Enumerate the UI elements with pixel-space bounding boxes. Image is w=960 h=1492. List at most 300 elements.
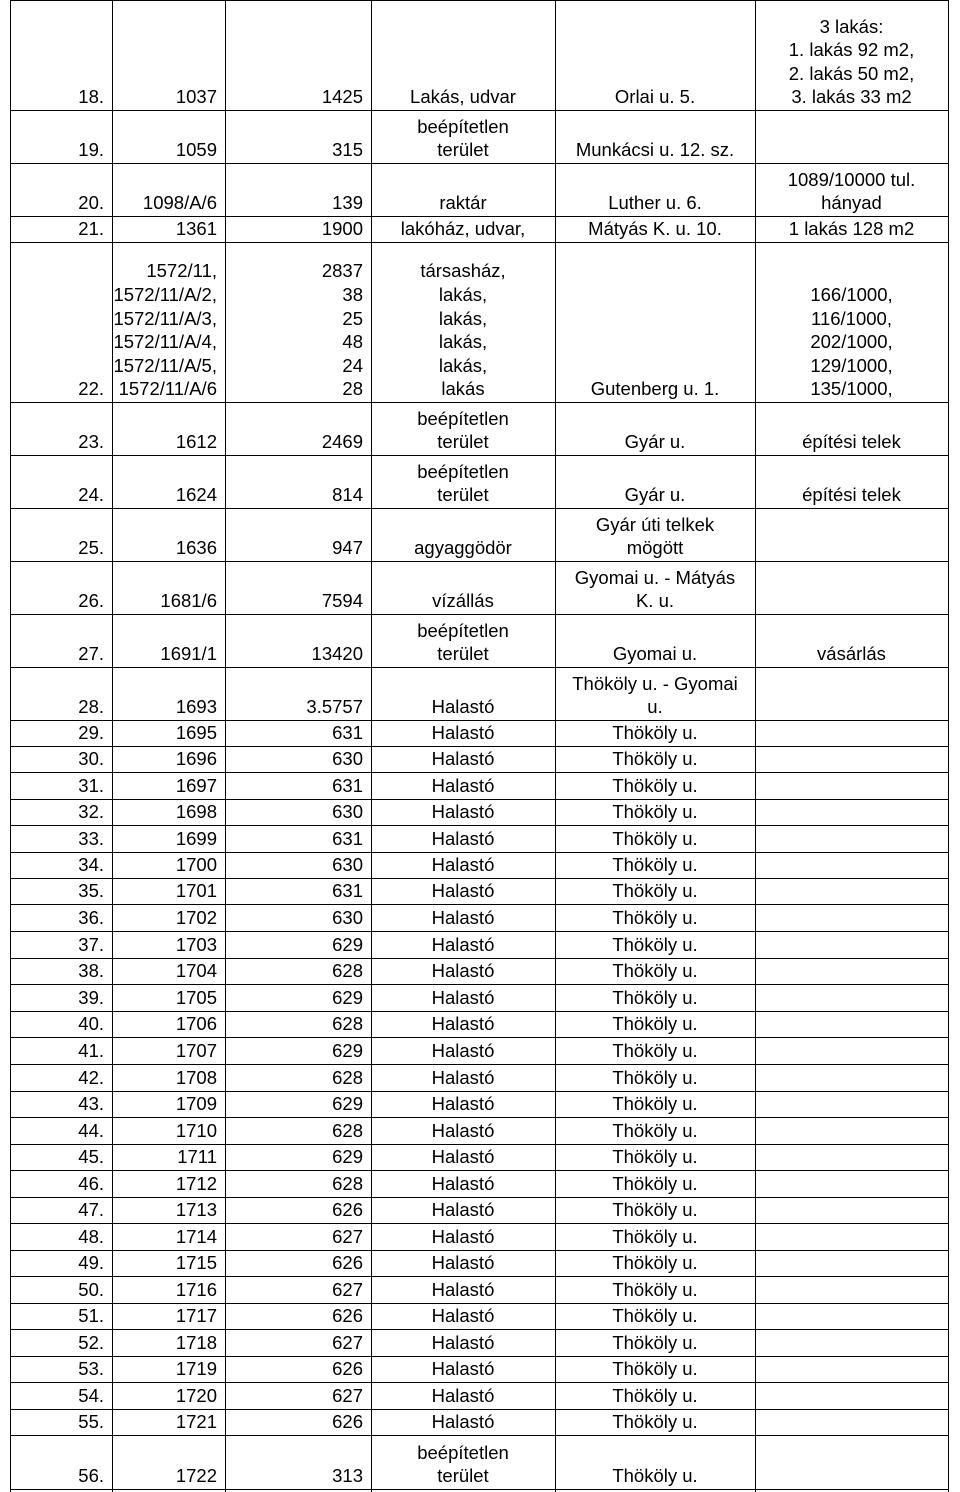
hrsz-text: 1721 [175, 1411, 217, 1433]
cell-no [10, 1303, 112, 1329]
cell-hrsz [112, 455, 225, 508]
area-text: 631 [332, 880, 363, 902]
address-text: Thököly u. [612, 880, 698, 902]
cell-no [10, 242, 112, 402]
cell-type [371, 931, 555, 958]
no-text: 27. [78, 643, 104, 665]
no-text: 24. [78, 484, 104, 506]
area-text: 628 [332, 1013, 363, 1035]
cell-area [225, 1223, 371, 1250]
type-text: Halastó [431, 775, 495, 797]
type-text: beépítetlen terület [417, 619, 509, 665]
type-text: Halastó [431, 801, 495, 823]
hrsz-text: 1707 [175, 1040, 217, 1062]
address-text: Thököly u. [612, 1465, 698, 1487]
cell-no [10, 110, 112, 163]
cell-area [225, 958, 371, 984]
cell-type [371, 614, 555, 667]
no-text: 51. [78, 1305, 104, 1327]
address-text: Gyomai u. [612, 643, 698, 665]
cell-area [225, 1170, 371, 1197]
cell-hrsz [112, 931, 225, 958]
area-text: 631 [332, 828, 363, 850]
address-text: Thököly u. [612, 828, 698, 850]
cell-address [555, 1382, 755, 1409]
cell-address [555, 110, 755, 163]
hrsz-text: 1700 [175, 854, 217, 876]
hrsz-text: 1699 [175, 828, 217, 850]
address-text: Thököly u. - Gyomai u. [572, 672, 738, 718]
no-text: 33. [78, 828, 104, 850]
hrsz-text: 1719 [175, 1358, 217, 1380]
area-text: 628 [332, 1067, 363, 1089]
hrsz-text: 1572/11, 1572/11/A/2, 1572/11/A/3, 1572/11/A/4, 1572/11/A/5, 1572/11/A/6 [113, 260, 217, 400]
cell-no [10, 904, 112, 931]
no-text: 40. [78, 1013, 104, 1035]
cell-note [755, 1435, 948, 1489]
hrsz-text: 1720 [175, 1385, 217, 1407]
cell-hrsz [112, 825, 225, 852]
cell-no [10, 1144, 112, 1170]
cell-area [225, 772, 371, 799]
hrsz-text: 1706 [175, 1013, 217, 1035]
no-text: 35. [78, 880, 104, 902]
address-text: Thököly u. [612, 934, 698, 956]
no-text: 42. [78, 1067, 104, 1089]
cell-hrsz [112, 720, 225, 746]
hrsz-text: 1705 [175, 987, 217, 1009]
area-text: 626 [332, 1252, 363, 1274]
cell-hrsz [112, 878, 225, 904]
hrsz-text: 1681/6 [160, 590, 217, 612]
cell-area [225, 0, 371, 110]
cell-no [10, 1117, 112, 1144]
no-text: 29. [78, 722, 104, 744]
type-text: lakóház, udvar, [400, 218, 526, 240]
cell-type [371, 0, 555, 110]
cell-type [371, 825, 555, 852]
cell-hrsz [112, 1435, 225, 1489]
address-text: Thököly u. [612, 987, 698, 1009]
cell-note [755, 110, 948, 163]
cell-no [10, 614, 112, 667]
cell-hrsz [112, 1144, 225, 1170]
cell-address [555, 1250, 755, 1276]
cell-note [755, 772, 948, 799]
no-text: 23. [78, 431, 104, 453]
cell-no [10, 1250, 112, 1276]
cell-address [555, 216, 755, 242]
hrsz-text: 1704 [175, 960, 217, 982]
cell-area [225, 1250, 371, 1276]
no-text: 56. [78, 1465, 104, 1487]
cell-hrsz [112, 1382, 225, 1409]
type-text: Halastó [431, 1199, 495, 1221]
cell-no [10, 799, 112, 825]
area-text: 3.5757 [306, 696, 363, 718]
hrsz-text: 1718 [175, 1332, 217, 1354]
cell-hrsz [112, 216, 225, 242]
cell-note [755, 984, 948, 1011]
cell-note [755, 931, 948, 958]
note-text: vásárlás [817, 643, 886, 665]
cell-no [10, 1382, 112, 1409]
cell-hrsz [112, 508, 225, 561]
cell-area [225, 614, 371, 667]
cell-type [371, 1197, 555, 1223]
note-text: 1089/10000 tul. hányad [787, 168, 916, 214]
cell-note [755, 1197, 948, 1223]
no-text: 50. [78, 1279, 104, 1301]
cell-address [555, 1223, 755, 1250]
hrsz-text: 1612 [175, 431, 217, 453]
area-text: 627 [332, 1226, 363, 1248]
cell-area [225, 1435, 371, 1489]
no-text: 47. [78, 1199, 104, 1221]
cell-note [755, 667, 948, 720]
cell-address [555, 1435, 755, 1489]
cell-note [755, 402, 948, 455]
cell-area [225, 1117, 371, 1144]
no-text: 48. [78, 1226, 104, 1248]
no-text: 39. [78, 987, 104, 1009]
cell-area [225, 1011, 371, 1037]
cell-no [10, 746, 112, 772]
cell-address [555, 1303, 755, 1329]
type-text: Halastó [431, 987, 495, 1009]
address-text: Orlai u. 5. [614, 86, 696, 108]
hrsz-text: 1361 [175, 218, 217, 240]
cell-hrsz [112, 0, 225, 110]
area-text: 1425 [321, 86, 363, 108]
cell-hrsz [112, 614, 225, 667]
address-text: Thököly u. [612, 1199, 698, 1221]
cell-no [10, 1037, 112, 1064]
cell-note [755, 216, 948, 242]
no-text: 26. [78, 590, 104, 612]
area-text: 13420 [311, 643, 363, 665]
type-text: Halastó [431, 854, 495, 876]
cell-no [10, 402, 112, 455]
cell-area [225, 931, 371, 958]
cell-type [371, 1037, 555, 1064]
area-text: 626 [332, 1411, 363, 1433]
hrsz-text: 1059 [175, 139, 217, 161]
address-text: Thököly u. [612, 1358, 698, 1380]
area-text: 628 [332, 1120, 363, 1142]
address-text: Thököly u. [612, 748, 698, 770]
cell-no [10, 984, 112, 1011]
cell-area [225, 878, 371, 904]
cell-note [755, 163, 948, 216]
cell-no [10, 1409, 112, 1435]
type-text: Halastó [431, 1093, 495, 1115]
address-text: Mátyás K. u. 10. [588, 218, 722, 240]
cell-note [755, 1011, 948, 1037]
cell-address [555, 561, 755, 614]
type-text: Lakás, udvar [410, 86, 516, 108]
cell-area [225, 1064, 371, 1091]
address-text: Thököly u. [612, 854, 698, 876]
cell-hrsz [112, 958, 225, 984]
type-text: Halastó [431, 907, 495, 929]
area-text: 627 [332, 1279, 363, 1301]
area-text: 630 [332, 748, 363, 770]
hrsz-text: 1698 [175, 801, 217, 823]
address-text: Gyomai u. - Mátyás K. u. [574, 566, 736, 612]
cell-no [10, 1223, 112, 1250]
cell-note [755, 1356, 948, 1382]
type-text: Halastó [431, 1120, 495, 1142]
area-text: 628 [332, 1173, 363, 1195]
cell-address [555, 878, 755, 904]
cell-area [225, 720, 371, 746]
type-text: Halastó [431, 1279, 495, 1301]
cell-hrsz [112, 852, 225, 878]
cell-note [755, 1329, 948, 1356]
area-text: 626 [332, 1358, 363, 1380]
area-text: 629 [332, 987, 363, 1009]
no-text: 41. [78, 1040, 104, 1062]
cell-area [225, 1197, 371, 1223]
cell-hrsz [112, 1037, 225, 1064]
cell-type [371, 110, 555, 163]
cell-hrsz [112, 242, 225, 402]
cell-hrsz [112, 772, 225, 799]
hrsz-text: 1691/1 [160, 643, 217, 665]
cell-no [10, 1091, 112, 1117]
hrsz-text: 1037 [175, 86, 217, 108]
hrsz-text: 1693 [175, 696, 217, 718]
type-text: társasház, lakás, lakás, lakás, lakás, lakás [420, 260, 506, 400]
cell-type [371, 216, 555, 242]
address-text: Thököly u. [612, 1252, 698, 1274]
cell-hrsz [112, 1117, 225, 1144]
type-text: raktár [439, 192, 487, 214]
type-text: beépítetlen terület [417, 460, 509, 506]
cell-no [10, 0, 112, 110]
cell-address [555, 667, 755, 720]
address-text: Gutenberg u. 1. [590, 378, 720, 400]
hrsz-text: 1712 [175, 1173, 217, 1195]
cell-area [225, 746, 371, 772]
address-text: Thököly u. [612, 1013, 698, 1035]
cell-area [225, 1037, 371, 1064]
cell-type [371, 746, 555, 772]
cell-no [10, 1197, 112, 1223]
cell-area [225, 825, 371, 852]
cell-type [371, 508, 555, 561]
cell-area [225, 242, 371, 402]
cell-no [10, 958, 112, 984]
cell-area [225, 163, 371, 216]
cell-type [371, 1223, 555, 1250]
cell-type [371, 1117, 555, 1144]
hrsz-text: 1696 [175, 748, 217, 770]
type-text: Halastó [431, 1385, 495, 1407]
cell-no [10, 455, 112, 508]
cell-hrsz [112, 561, 225, 614]
cell-address [555, 455, 755, 508]
cell-no [10, 1329, 112, 1356]
cell-area [225, 904, 371, 931]
cell-type [371, 1382, 555, 1409]
no-text: 30. [78, 748, 104, 770]
cell-no [10, 772, 112, 799]
cell-hrsz [112, 110, 225, 163]
note-text: 1 lakás 128 m2 [788, 218, 915, 240]
type-text: Halastó [431, 1305, 495, 1327]
cell-address [555, 508, 755, 561]
no-text: 19. [78, 139, 104, 161]
cell-type [371, 1303, 555, 1329]
hrsz-text: 1715 [175, 1252, 217, 1274]
type-text: Halastó [431, 722, 495, 744]
cell-hrsz [112, 1303, 225, 1329]
cell-note [755, 1064, 948, 1091]
cell-note [755, 878, 948, 904]
type-text: beépítetlen terület [417, 115, 509, 161]
table-column-rule [948, 0, 949, 1492]
type-text: Halastó [431, 960, 495, 982]
address-text: Thököly u. [612, 1040, 698, 1062]
cell-type [371, 958, 555, 984]
cell-address [555, 1329, 755, 1356]
cell-note [755, 1250, 948, 1276]
address-text: Munkácsi u. 12. sz. [575, 139, 735, 161]
cell-note [755, 958, 948, 984]
cell-note [755, 455, 948, 508]
type-text: Halastó [431, 828, 495, 850]
area-text: 631 [332, 775, 363, 797]
area-text: 626 [332, 1199, 363, 1221]
cell-address [555, 852, 755, 878]
address-text: Thököly u. [612, 1120, 698, 1142]
cell-address [555, 772, 755, 799]
area-text: 139 [332, 192, 363, 214]
cell-no [10, 216, 112, 242]
no-text: 49. [78, 1252, 104, 1274]
address-text: Thököly u. [612, 1411, 698, 1433]
address-text: Gyár u. [624, 431, 686, 453]
address-text: Luther u. 6. [608, 192, 702, 214]
no-text: 31. [78, 775, 104, 797]
hrsz-text: 1701 [175, 880, 217, 902]
no-text: 37. [78, 934, 104, 956]
type-text: Halastó [431, 1411, 495, 1433]
cell-address [555, 402, 755, 455]
hrsz-text: 1624 [175, 484, 217, 506]
cell-hrsz [112, 1250, 225, 1276]
cell-address [555, 0, 755, 110]
cell-note [755, 799, 948, 825]
cell-note [755, 1170, 948, 1197]
cell-type [371, 852, 555, 878]
cell-note [755, 1037, 948, 1064]
area-text: 631 [332, 722, 363, 744]
address-text: Gyár úti telkek mögött [595, 513, 715, 559]
cell-type [371, 1435, 555, 1489]
cell-address [555, 931, 755, 958]
cell-no [10, 878, 112, 904]
cell-address [555, 1197, 755, 1223]
address-text: Gyár u. [624, 484, 686, 506]
cell-note [755, 904, 948, 931]
cell-area [225, 1356, 371, 1382]
area-text: 2837 38 25 48 24 28 [321, 260, 363, 400]
cell-type [371, 561, 555, 614]
type-text: vízállás [432, 590, 494, 612]
cell-area [225, 110, 371, 163]
cell-type [371, 1144, 555, 1170]
hrsz-text: 1716 [175, 1279, 217, 1301]
cell-type [371, 720, 555, 746]
cell-area [225, 402, 371, 455]
cell-note [755, 242, 948, 402]
cell-address [555, 958, 755, 984]
no-text: 20. [78, 192, 104, 214]
cell-type [371, 402, 555, 455]
address-text: Thököly u. [612, 1279, 698, 1301]
area-text: 630 [332, 801, 363, 823]
address-text: Thököly u. [612, 1173, 698, 1195]
no-text: 53. [78, 1358, 104, 1380]
no-text: 45. [78, 1146, 104, 1168]
cell-area [225, 1382, 371, 1409]
hrsz-text: 1713 [175, 1199, 217, 1221]
cell-area [225, 1144, 371, 1170]
type-text: Halastó [431, 1013, 495, 1035]
no-text: 22. [78, 378, 104, 400]
cell-area [225, 508, 371, 561]
area-text: 814 [332, 484, 363, 506]
type-text: Halastó [431, 696, 495, 718]
cell-address [555, 1037, 755, 1064]
cell-hrsz [112, 1223, 225, 1250]
cell-address [555, 163, 755, 216]
type-text: Halastó [431, 1358, 495, 1380]
cell-note [755, 0, 948, 110]
cell-no [10, 163, 112, 216]
no-text: 34. [78, 854, 104, 876]
area-text: 947 [332, 537, 363, 559]
note-text: építési telek [802, 484, 901, 506]
cell-area [225, 1409, 371, 1435]
cell-type [371, 1011, 555, 1037]
cell-hrsz [112, 1197, 225, 1223]
no-text: 28. [78, 696, 104, 718]
address-text: Thököly u. [612, 907, 698, 929]
note-text: 166/1000, 116/1000, 202/1000, 129/1000, 135/1000, [810, 284, 893, 400]
cell-type [371, 799, 555, 825]
cell-hrsz [112, 1064, 225, 1091]
cell-area [225, 984, 371, 1011]
no-text: 54. [78, 1385, 104, 1407]
cell-type [371, 1091, 555, 1117]
table-row-rule [10, 1489, 948, 1490]
cell-type [371, 1250, 555, 1276]
hrsz-text: 1714 [175, 1226, 217, 1248]
cell-address [555, 746, 755, 772]
hrsz-text: 1695 [175, 722, 217, 744]
area-text: 7594 [321, 590, 363, 612]
cell-type [371, 1276, 555, 1303]
cell-hrsz [112, 402, 225, 455]
cell-type [371, 242, 555, 402]
area-text: 315 [332, 139, 363, 161]
hrsz-text: 1098/A/6 [142, 192, 217, 214]
cell-address [555, 1064, 755, 1091]
